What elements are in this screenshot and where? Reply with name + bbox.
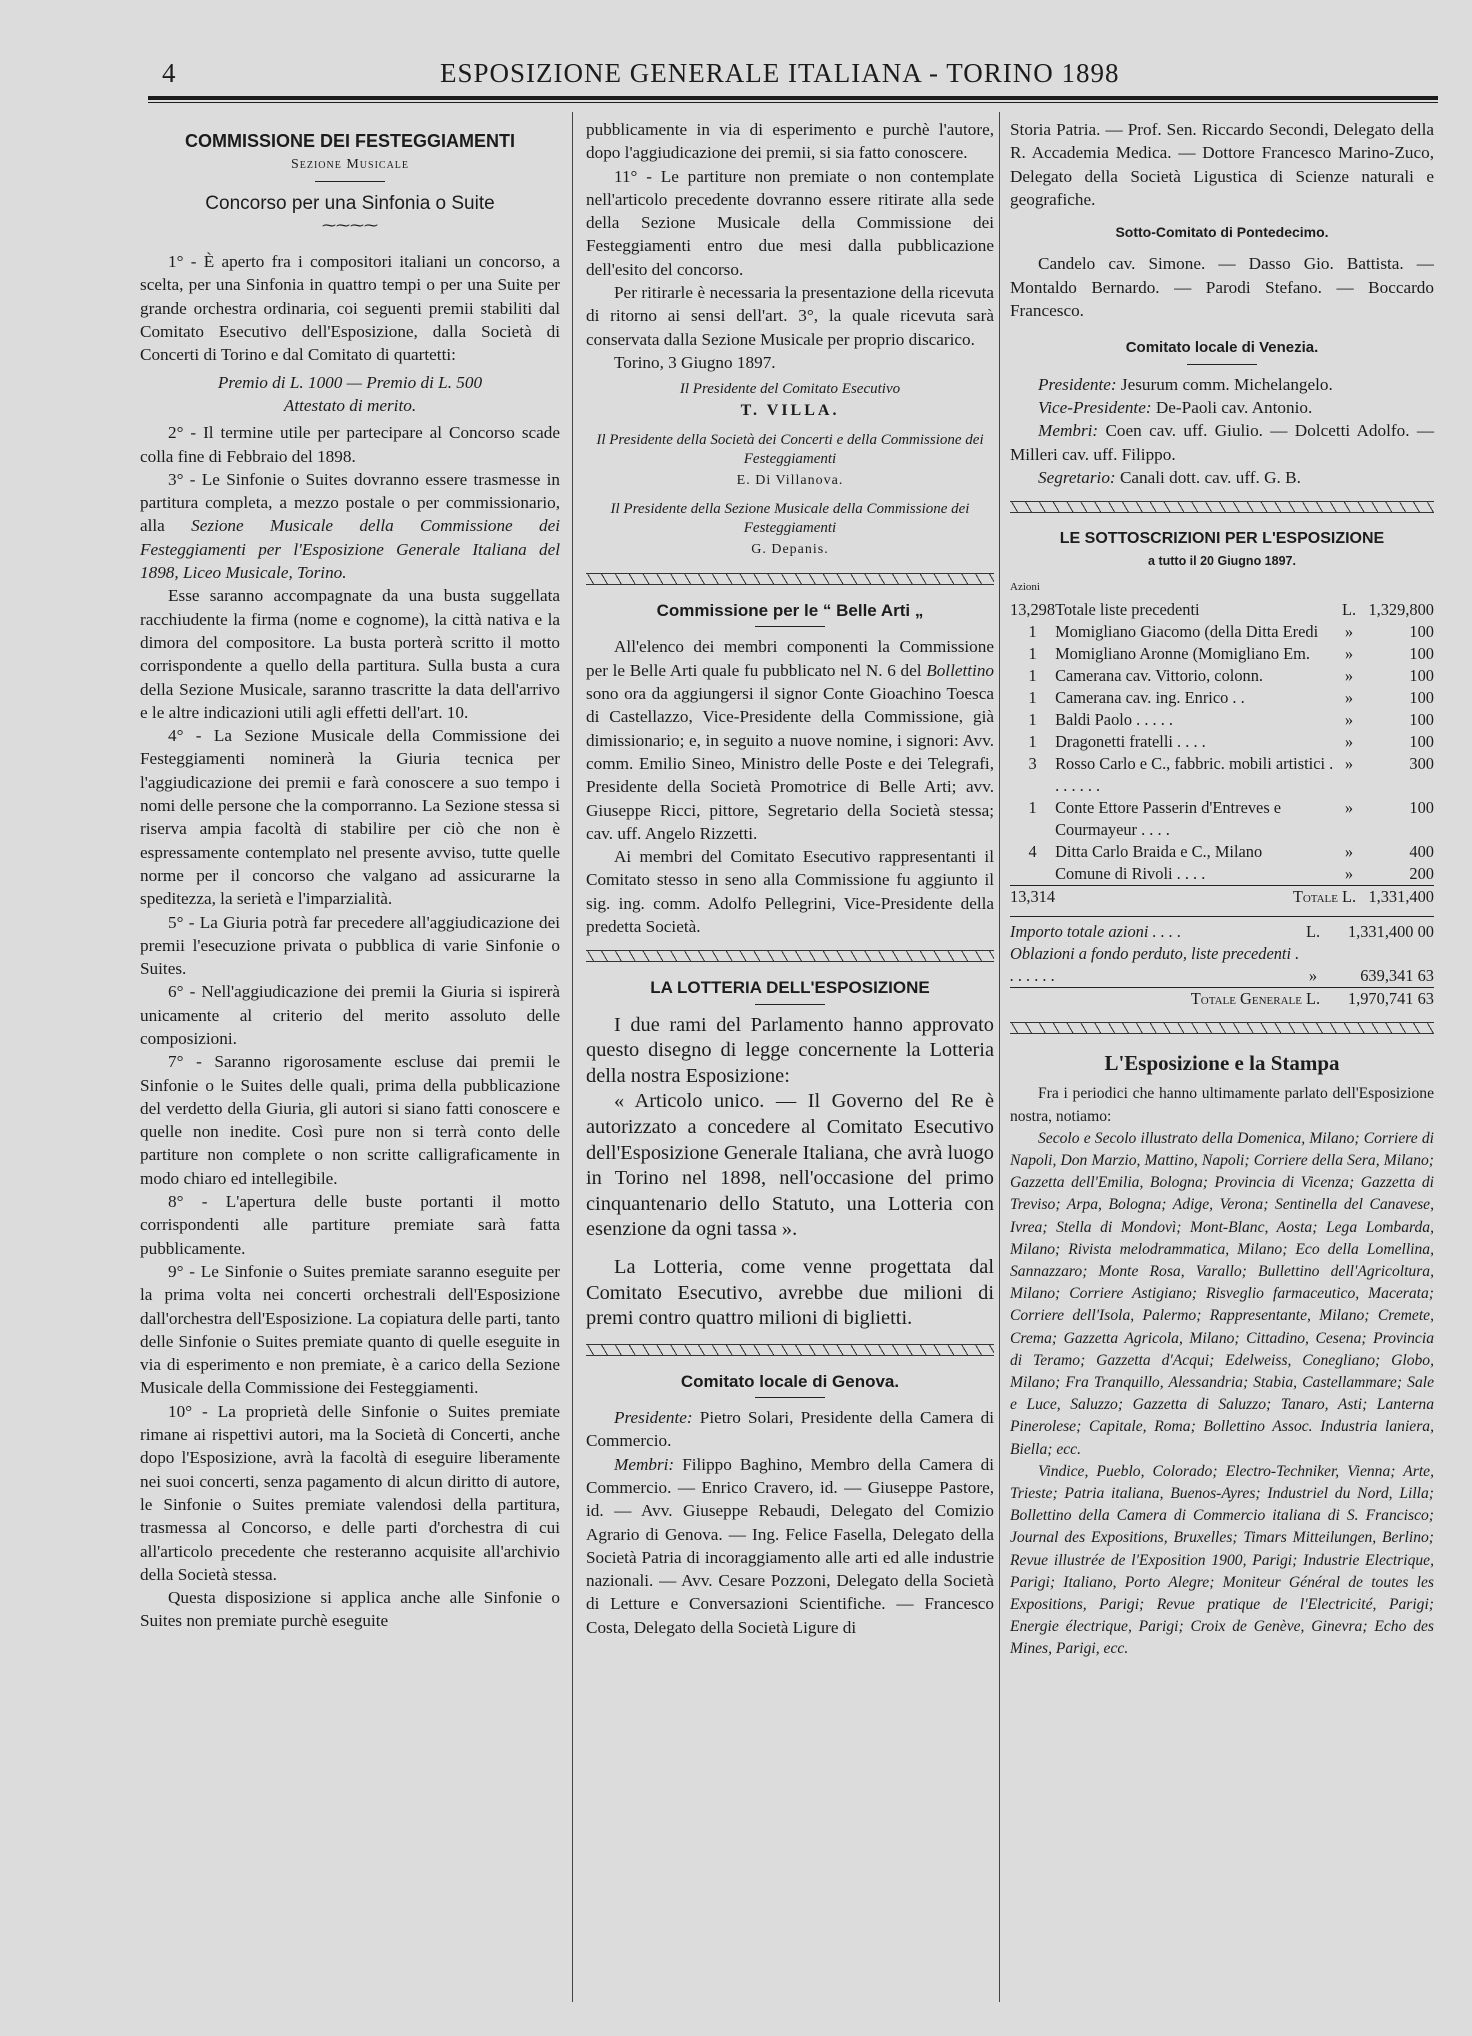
row-description: Momigliano Aronne (Momigliano Em. [1055, 644, 1311, 664]
venezia-vice-text: De-Paoli cav. Antonio. [1155, 397, 1313, 417]
signature-role-3: Il Presidente della Sezione Musicale della Commissione dei Festeggiamenti [610, 500, 970, 536]
page-title: ESPOSIZIONE GENERALE ITALIANA - TORINO 1898 [440, 58, 1120, 88]
grand-total-row [1010, 988, 1434, 1011]
row-description: Camerana cav. ing. Enrico . . [1055, 688, 1245, 708]
genova-presidente [586, 1406, 994, 1453]
subscription-row [1010, 687, 1434, 709]
stampa-heading: L'Esposizione e la Stampa [1104, 1051, 1340, 1076]
article-7: 7° - Saranno rigorosamente escluse dai premii le Sinfonie o le Suites delle quali, prima della pubblicazione del verdetto della Giuria, gli autori si siano fatti conoscere e quelle non inedite. Così pure non si terrà conto delle partiture non complete o non scritte calligraficamente in modo chiaro ed intellegibile. [140, 1052, 560, 1188]
belle-arti-heading: Commissione per le “ Belle Arti „ [656, 601, 924, 621]
row-currency: » [1344, 666, 1354, 686]
membri-label: Membri: [614, 1454, 675, 1474]
oblazioni-label: Oblazioni a fondo perduto, liste precedenti . . . . . . . [1010, 944, 1300, 986]
column-divider-1 [572, 112, 573, 2002]
row-amount: 200 [1409, 864, 1434, 884]
column-3 [1010, 118, 1434, 1661]
bollettino-word: Bollettino [926, 660, 995, 680]
article-3-cont: Esse saranno accompagnate da una busta suggellata racchiudente la firma (nome e cognome), la città nativa e la dimora del compositore. La busta porterà scritto il motto corrispondente a quello della partitura. Sulla busta a cura della Sezione Musicale, saranno trascritte la data dell'arrivo e le altre indicazioni utili agli effetti dell'art. 10. [140, 586, 560, 722]
presidente-label: Presidente: [1038, 374, 1117, 394]
sottoscrizioni-date: a tutto il 20 Giugno 1897. [1148, 554, 1296, 569]
ornamental-divider [1010, 1022, 1434, 1034]
lotteria-article: « Articolo unico. — Il Governo del Re è autorizzato a concedere al Comitato Esecutivo dell'Esposizione Generale Italiana, che avrà luogo in Torino nel 1898, nell'occasione del primo cinquantenario dello Statuto, una Lotteria con esenzione da ogni tassa ». [586, 1090, 994, 1241]
commission-subheading: Sezione Musicale [290, 157, 410, 173]
subscription-row [1010, 709, 1434, 731]
pontedecimo-members: Candelo cav. Simone. — Dasso Gio. Battista. — Montaldo Bernardo. — Parodi Stefano. — Boccardo Francesco. [1010, 254, 1434, 321]
subscription-row [1010, 621, 1434, 643]
column-divider-2 [999, 112, 1000, 2002]
attestato: Attestato di merito. [283, 395, 417, 415]
importo-row [1010, 921, 1434, 943]
article-11: 11° - Le partiture non premiate o non contemplate nell'articolo precedente dovranno essere ritirate alla sede della Sezione Musicale della Commissione dei Festeggiamenti entro due mesi dalla pubblicazione dell'esito del concorso. [586, 166, 994, 279]
row-description: Momigliano Giacomo (della Ditta Eredi [1055, 622, 1319, 642]
row-amount: 300 [1409, 754, 1434, 774]
subscriptions-rows [1010, 599, 1434, 886]
divider [315, 181, 385, 182]
row-description: Totale liste precedenti [1055, 600, 1200, 620]
lotteria-paragraph-1: I due rami del Parlamento hanno approvato questo disegno di legge concernente la Lotteria della nostra Esposizione: [586, 1013, 994, 1087]
segretario-label: Segretario: [1038, 467, 1116, 487]
subscriptions-table [1010, 599, 1434, 908]
ornamental-divider [1010, 501, 1434, 513]
presidente-label: Presidente: [614, 1408, 693, 1428]
row-amount: 1,329,800 [1368, 600, 1434, 620]
grand-total-amount: 1,970,741 63 [1324, 988, 1434, 1011]
ornamental-divider [586, 573, 994, 585]
signature-name-1: T. VILLA. [740, 402, 840, 420]
row-currency: » [1344, 754, 1354, 774]
signature-name-2: E. Di Villanova. [736, 472, 844, 488]
row-currency: » [1344, 798, 1354, 818]
commission-heading: COMMISSIONE DEI FESTEGGIAMENTI [184, 131, 516, 151]
signature-role-2: Il Presidente della Società dei Concerti e della Commissione dei Festeggiamenti [596, 431, 984, 467]
summary-table [1010, 921, 1434, 1010]
genova-presidente-text: Pietro Solari, Presidente della Camera di Commercio. [586, 1408, 995, 1451]
row-shares [1010, 863, 1055, 886]
row-shares: 1 [1028, 732, 1037, 752]
row-description: Conte Ettore Passerin d'Entreves e Courmayeur . . . . [1055, 798, 1282, 840]
header-rule [148, 96, 1438, 100]
article-11-cont: Per ritirarle è necessaria la presentazione della ricevuta di ritorno ai sensi dell'art. 3°, la quale ricevuta sarà conservata dalla Sezione Musicale per proprio discarico. [586, 283, 994, 349]
column-2 [586, 118, 994, 1639]
row-shares: 1 [1028, 688, 1037, 708]
subscription-row [1010, 731, 1434, 753]
row-shares: 4 [1028, 842, 1037, 862]
subscription-row [1010, 841, 1434, 863]
divider [1187, 364, 1257, 365]
total-shares: 13,314 [1010, 887, 1056, 907]
row-currency: » [1344, 864, 1354, 884]
belle-arti-p1b: sono ora da aggiungersi il signor Conte Gioachino Toesca di Castellazzo, Vice-Presidente della Commissione, già dimissionario; e, in seguito a nuove nomine, i signori: Avv. comm. Emilio Sineo, Ministro delle Poste e dei Telegrafi, Presidente della Società Promotrice di Belle Arti; avv. Giuseppe Ricci, pittore, Segretario della Società stessa; cav. uff. Angelo Rizzetti. [586, 684, 994, 843]
row-amount: 100 [1409, 666, 1434, 686]
row-shares: 3 [1028, 754, 1037, 774]
row-shares: 1 [1028, 666, 1037, 686]
article-2: 2° - Il termine utile per partecipare al Concorso scade colla fine di Febbraio del 1898. [140, 423, 560, 466]
date-line: Torino, 3 Giugno 1897. [614, 352, 776, 372]
importo-currency: L. [1305, 922, 1321, 942]
row-shares: 1 [1028, 644, 1037, 664]
subscription-row [1010, 797, 1434, 841]
article-10-cont: pubblicamente in via di esperimento e purchè l'autore, dopo l'aggiudicazione dei premii, si sia fatto conoscere. [586, 120, 994, 163]
article-3-address: Sezione Musicale della Commissione dei Festeggiamenti per l'Esposizione Generale Italiana del 1898, Liceo Musicale, Torino. [140, 516, 561, 583]
row-amount: 100 [1409, 798, 1434, 818]
prizes: Premio di L. 1000 — Premio di L. 500 [217, 372, 483, 392]
venezia-heading: Comitato locale di Venezia. [1125, 339, 1319, 357]
flourish-ornament: ⁓⁓⁓⁓ [322, 218, 378, 234]
genova-membri [586, 1453, 994, 1639]
subscription-row [1010, 863, 1434, 886]
grand-total-currency: L. [1302, 988, 1324, 1011]
row-description: Camerana cav. Vittorio, colonn. [1055, 666, 1264, 686]
row-description: Ditta Carlo Braida e C., Milano [1055, 842, 1263, 862]
article-4: 4° - La Sezione Musicale della Commissione dei Festeggiamenti nominerà la Giuria tecnica per l'aggiudicazione dei premii e farà conoscere a suo tempo i nomi delle persone che la comporranno. La Sezione stessa si riserva ampia facoltà di stabilire per ciò che non è espressamente contemplato nel presente avviso, tutte quelle norme per il concorso che valgano ad assicurarne la speditezza, la serietà e l'imparzialità. [140, 726, 560, 909]
signature-name-3: G. Depanis. [751, 541, 829, 557]
article-3-a: 3° - Le Sinfonie o Suites dovranno essere trasmesse in partitura completa, a mezzo postale o per commissionario, alla [140, 469, 560, 536]
total-currency: L. [1338, 886, 1360, 909]
stampa-list-abroad: Vindice, Pueblo, Colorado; Electro-Techniker, Vienna; Arte, Trieste; Patria italiana, Buenos-Ayres; Industriel du Nord, Lilla; Bollettino della Camera di Commercio italiana di S. Francisco; Journal des Expositions, Bruxelles; Timars Mitteilungen, Berlino; Revue illustrée de l'Exposition 1900, Parigi; Industrie Electrique, Parigi; Italiano, Porto Alegre; Moniteur Général de toutes les Expositions, Parigi; Revue pratique de l'Electricité, Parigi; Energie électrique, Parigi; Croix de Genève, Ginevra; Echo des Mines, Parigi, ecc. [1010, 1462, 1434, 1658]
row-description: Rosso Carlo e C., fabbric. mobili artistici . . . . . . . [1055, 754, 1334, 796]
venezia-presidente [1010, 373, 1434, 396]
article-8: 8° - L'apertura delle buste portanti il motto corrispondenti alle partiture premiate sarà fatta pubblicamente. [140, 1192, 560, 1258]
venezia-membri-text: Coen cav. uff. Giulio. — Dolcetti Adolfo. — Milleri cav. uff. Filippo. [1010, 421, 1435, 464]
article-3 [140, 468, 560, 584]
row-currency: » [1344, 842, 1354, 862]
subscription-row [1010, 753, 1434, 797]
row-currency: » [1344, 688, 1354, 708]
row-shares: 1 [1028, 622, 1037, 642]
membri-label: Membri: [1038, 421, 1099, 441]
venezia-vice [1010, 396, 1434, 419]
subscription-row [1010, 643, 1434, 665]
row-description: Dragonetti fratelli . . . . [1055, 732, 1206, 752]
row-description: Baldi Paolo . . . . . [1055, 710, 1173, 730]
row-shares: 13,298 [1010, 600, 1056, 620]
genova-heading: Comitato locale di Genova. [680, 1371, 900, 1391]
grand-total-label: Totale Generale [1010, 988, 1302, 1011]
article-5: 5° - La Giuria potrà far precedere all'aggiudicazione dei premii l'esecuzione privata o pubblica di varie Sinfonie o Suites. [140, 912, 560, 979]
vice-label: Vice-Presidente: [1038, 397, 1152, 417]
genova-membri-cont: Storia Patria. — Prof. Sen. Riccardo Secondi, Delegato della R. Accademia Medica. — Dottore Francesco Marino-Zuco, Delegato della Società Ligustica di Scienze naturali e geografiche. [1010, 120, 1434, 209]
signature-role-1: Il Presidente del Comitato Esecutivo [679, 381, 901, 398]
total-amount: 1,331,400 [1360, 886, 1434, 909]
venezia-membri [1010, 419, 1434, 466]
azioni-label: Azioni [1010, 580, 1040, 593]
subscription-row [1010, 599, 1434, 621]
row-shares: 1 [1028, 798, 1037, 818]
subscription-row [1010, 665, 1434, 687]
venezia-presidente-text: Jesurum comm. Michelangelo. [1120, 374, 1333, 394]
genova-membri-text: Filippo Baghino, Membro della Camera di Commercio. — Enrico Cravero, id. — Giuseppe Pastore, id. — Avv. Giuseppe Rebaudi, Delegato del Comizio Agrario di Genova. — Ing. Felice Fasella, Delegato della Società Patria di incoraggiamento alle arti ed alle industrie nazionali. — Avv. Cesare Pozzoni, Delegato della Società di Letture e Conversazioni Scientifiche. — Francesco Costa, Delegato della Società Ligure di [586, 1454, 994, 1637]
oblazioni-row [1010, 943, 1434, 988]
belle-arti-paragraph-1 [586, 635, 994, 845]
row-amount: 100 [1409, 732, 1434, 752]
pontedecimo-heading: Sotto-Comitato di Pontedecimo. [1115, 224, 1329, 241]
row-shares: 1 [1028, 710, 1037, 730]
divider [755, 1397, 825, 1398]
article-6: 6° - Nell'aggiudicazione dei premii la Giuria si ispirerà unicamente al criterio del merito assoluto delle composizioni. [140, 982, 560, 1048]
article-9: 9° - Le Sinfonie o Suites premiate saranno eseguite per la prima volta nei concerti orchestrali dell'Esposizione dall'orchestra dell'Esposizione. La copiatura delle parti, tanto delle Sinfonie o Suites premiate quanto di quelle eseguite in via di esperimento e non premiate, è a carico della Sezione Musicale della Commissione dei Festeggiamenti. [140, 1261, 560, 1398]
ornamental-divider [586, 1344, 994, 1356]
belle-arti-paragraph-2: Ai membri del Comitato Esecutivo rappresentanti il Comitato stesso in seno alla Commissione fu aggiunto il sig. ing. comm. Adolfo Pellegrini, Vice-Presidente della predetta Società. [586, 847, 994, 937]
oblazioni-currency: » [1308, 966, 1318, 986]
article-10-note: Questa disposizione si applica anche alle Sinfonie o Suites non premiate purchè eseguite [140, 1588, 560, 1631]
row-amount: 100 [1409, 622, 1434, 642]
column-1 [140, 118, 560, 1633]
ornamental-divider [586, 950, 994, 962]
divider [1010, 916, 1434, 917]
divider [755, 1004, 825, 1005]
divider [755, 626, 825, 627]
row-amount: 400 [1409, 842, 1434, 862]
lotteria-heading: LA LOTTERIA DELL'ESPOSIZIONE [650, 978, 930, 998]
venezia-segretario [1010, 466, 1434, 489]
contest-title: Concorso per una Sinfonia o Suite [205, 192, 495, 214]
belle-arti-p1a: All'elenco dei membri componenti la Commissione per le Belle Arti quale fu pubblicato nel N. 6 del [586, 637, 994, 680]
article-10: 10° - La proprietà delle Sinfonie o Suites premiate rimane ai rispettivi autori, ma la Società di Concerti, anche dopo l'Esposizione, avrà la facoltà di eseguire liberamente nei suoi concerti, senza pagamento di alcun diritto di autore, le Sinfonie o Suites premiate valendosi della partitura, trasmessa al Concorso, e delle parti d'orchestra di cui all'articolo precedente che resteranno acquisite all'archivio della Società stessa. [140, 1401, 560, 1584]
page-number: 4 [162, 58, 176, 88]
row-currency: » [1344, 710, 1354, 730]
venezia-segretario-text: Canali dott. cav. uff. G. B. [1119, 467, 1301, 487]
importo-label: Importo totale azioni . . . . [1010, 922, 1182, 942]
row-currency: L. [1341, 600, 1357, 620]
sottoscrizioni-heading: LE SOTTOSCRIZIONI PER L'ESPOSIZIONE [1059, 530, 1385, 548]
importo-amount: 1,331,400 00 [1347, 922, 1434, 942]
row-description: Comune di Rivoli . . . . [1055, 864, 1206, 884]
total-label: Totale [1055, 886, 1338, 909]
row-amount: 100 [1409, 644, 1434, 664]
row-amount: 100 [1409, 710, 1434, 730]
row-currency: » [1344, 622, 1354, 642]
header-rule-thin [148, 102, 1438, 103]
row-currency: » [1344, 644, 1354, 664]
article-1: 1° - È aperto fra i compositori italiani un concorso, a scelta, per una Sinfonia in quattro tempi o per una Suite per grande orchestra ordinaria, coi seguenti premii stabiliti dal Comitato Esecutivo dell'Esposizione, dalla Società di Concerti di Torino e dal Comitato di quartetti: [140, 252, 560, 365]
row-currency: » [1344, 732, 1354, 752]
stampa-intro: Fra i periodici che hanno ultimamente parlato dell'Esposizione nostra, notiamo: [1010, 1085, 1434, 1125]
row-amount: 100 [1409, 688, 1434, 708]
stampa-list-italy: Secolo e Secolo illustrato della Domenica, Milano; Corriere di Napoli, Don Marzio, Mattino, Napoli; Corriere della Sera, Milano; Gazzetta dell'Emilia, Bologna; Provincia di Vicenza; Gazzetta di Treviso; Arpa, Bologna; Adige, Verona; Sentinella del Canavese, Ivrea; Stella di Mondovì; Mont-Blanc, Aosta; Lega Lombarda, Milano; Rivista melodrammatica, Milano; Eco della Lomellina, Sannazzaro; Monte Rosa, Varallo; Bullettino dell'Agricoltura, Milano; Corriere Astigiano; Risveglio farmaceutico, Macerata; Corriere dell'Isola, Palermo; Rappresentante, Milano; Cremete, Crema; Gazzetta Agricola, Milano; Cittadino, Cesena; Provincia di Teramo; Gazzetta d'Acqui; Edelweiss, Conegliano; Globo, Milano; Fra Tranquillo, Alessandria; Stabia, Castellammare; Sale e Luce, Saluzzo; Gazzetta di Saluzzo; Tanaro, Asti; Lanterna Pinerolese; Capitale, Roma; Bollettino Assoc. Industria laniera, Biella; ecc. [1010, 1129, 1434, 1458]
subscriptions-total-row [1010, 886, 1434, 909]
lotteria-paragraph-3: La Lotteria, come venne progettata dal Comitato Esecutivo, avrebbe due milioni di premi contro quattro milioni di biglietti. [586, 1255, 994, 1330]
oblazioni-amount: 639,341 63 [1360, 966, 1434, 986]
